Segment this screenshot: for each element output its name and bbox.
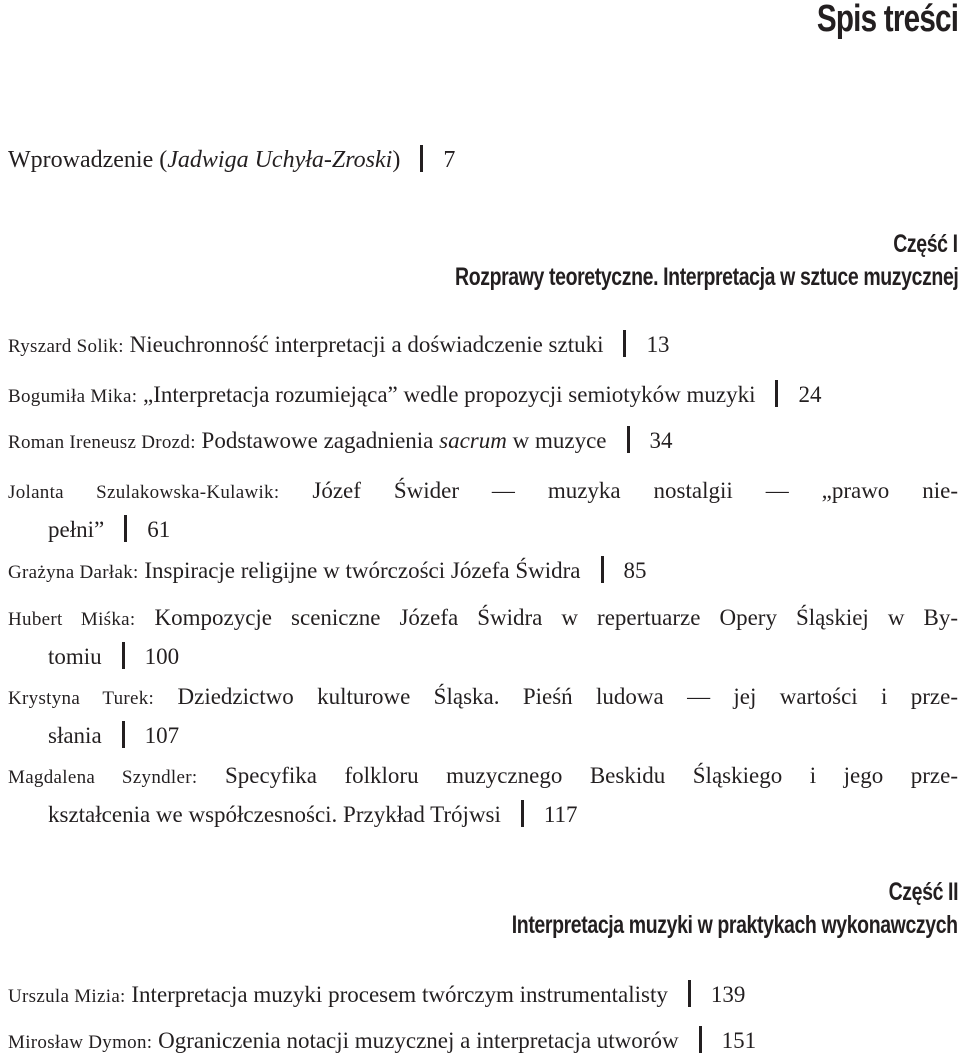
page-number: 100 xyxy=(144,644,180,669)
toc-entry[interactable] xyxy=(8,552,958,591)
entry-title: „Interpretacja rozumiejąca” wedle propozycji semiotyków muzyki xyxy=(143,382,756,407)
page-number: 85 xyxy=(623,558,647,583)
toc-entry[interactable]: Krystyna Turek: Dziedzictwo kulturowe Śląska. Pieśń ludowa — jej wartości i prze- słania 107 xyxy=(8,684,958,748)
entry-title: Ograniczenia notacji muzycznej a interpretacja utworów xyxy=(158,1028,679,1053)
page-number: 61 xyxy=(147,517,171,542)
part-heading: Interpretacja muzyki w praktykach wykonawczych xyxy=(512,911,958,939)
page-separator xyxy=(775,380,778,407)
toc-entry[interactable]: Roman Ireneusz Drozd: Podstawowe zagadnienia sacrum w muzyce 34 xyxy=(8,428,673,453)
page-separator xyxy=(623,330,626,357)
entry-title: Józef Świder — muzyka nostalgii — „prawo nie- xyxy=(312,478,958,503)
toc-entry[interactable] xyxy=(8,1022,958,1061)
entry-title: Dziedzictwo kulturowe Śląska. Pieśń ludowa — jej wartości i prze- xyxy=(177,684,958,709)
toc-entry[interactable] xyxy=(8,376,958,415)
page-separator xyxy=(122,642,125,669)
page-number: 34 xyxy=(649,428,673,453)
page-number: 117 xyxy=(543,802,578,827)
entry-title: Inspiracje religijne w twórczości Józefa Świdra xyxy=(144,558,581,583)
part-label: Część II xyxy=(888,878,958,906)
page-number: 151 xyxy=(721,1028,757,1053)
intro-author: Jadwiga Uchyła-Zroski xyxy=(167,147,393,173)
page-number: 7 xyxy=(443,147,456,173)
entry-title-italic: sacrum xyxy=(439,428,507,453)
intro-text: Wprowadzenie ( xyxy=(8,147,168,173)
entry-author: Hubert Miśka: xyxy=(8,609,136,630)
page-separator xyxy=(124,515,127,542)
page-separator xyxy=(688,980,691,1007)
entry-title: Kompozycje sceniczne Józefa Świdra w repertuarze Opery Śląskiej w By- xyxy=(154,605,958,630)
entry-title: Specyfika folkloru muzycznego Beskidu Śląskiego i jego prze- xyxy=(224,763,958,788)
entry-author: Mirosław Dymon: xyxy=(8,1032,153,1053)
toc-entry-intro[interactable]: Wprowadzenie (Jadwiga Uchyła-Zroski) 7 xyxy=(8,147,456,173)
entry-title: Nieuchronność interpretacji a doświadczenie sztuki xyxy=(129,332,604,357)
page-number: 24 xyxy=(798,382,822,407)
entry-author: Magdalena Szyndler: xyxy=(8,767,198,788)
entry-author: Bogumiła Mika: xyxy=(8,386,138,407)
page-number: 13 xyxy=(646,332,670,357)
page-separator xyxy=(122,721,125,748)
toc-entry[interactable]: Magdalena Szyndler: Specyfika folkloru muzycznego Beskidu Śląskiego i jego prze- kształcenia we współczesności. Przykład Trójwsi 117 xyxy=(8,763,958,827)
page-number: 139 xyxy=(710,982,746,1007)
part-label: Część I xyxy=(893,230,958,258)
page-separator xyxy=(627,426,630,453)
page-separator xyxy=(420,145,423,172)
entry-author: Grażyna Darłak: xyxy=(8,562,139,583)
entry-author: Ryszard Solik: xyxy=(8,336,124,357)
page-separator xyxy=(601,556,604,583)
page-separator xyxy=(699,1026,702,1053)
page-title: Spis treści xyxy=(816,0,958,40)
entry-author: Roman Ireneusz Drozd: xyxy=(8,432,196,453)
page-number: 107 xyxy=(144,723,180,748)
entry-title: Interpretacja muzyki procesem twórczym instrumentalisty xyxy=(131,982,668,1007)
part-heading: Rozprawy teoretyczne. Interpretacja w sztuce muzycznej xyxy=(454,263,958,291)
toc-entry[interactable] xyxy=(8,976,958,1015)
toc-entry[interactable]: Jolanta Szulakowska-Kulawik: Józef Świder — muzyka nostalgii — „prawo nie- pełni” 61 xyxy=(8,478,958,542)
toc-entry[interactable] xyxy=(8,326,958,365)
toc-entry[interactable]: Hubert Miśka: Kompozycje sceniczne Józefa Świdra w repertuarze Opery Śląskiej w By- tomiu 100 xyxy=(8,605,958,669)
entry-author: Krystyna Turek: xyxy=(8,688,155,709)
entry-author: Jolanta Szulakowska-Kulawik: xyxy=(8,482,280,503)
entry-author: Urszula Mizia: xyxy=(8,986,126,1007)
page-separator xyxy=(521,800,524,827)
